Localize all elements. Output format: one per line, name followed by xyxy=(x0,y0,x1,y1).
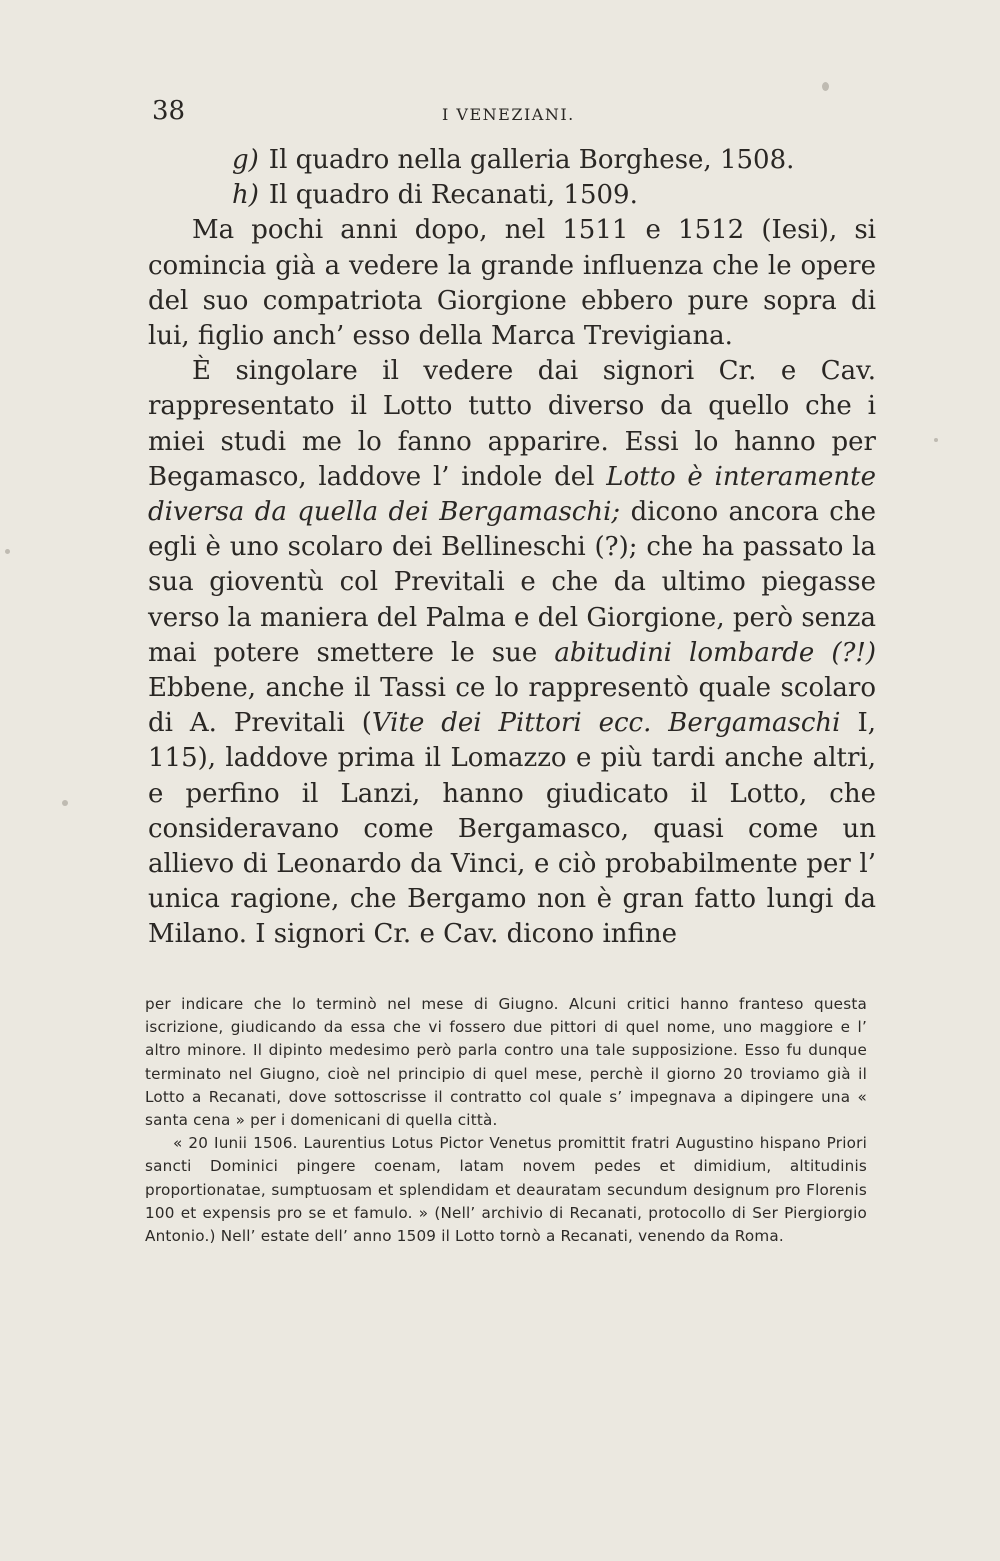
paragraph-giorgione-influence: Ma pochi anni dopo, nel 1511 e 1512 (Iesi), si comincia già a vedere la grande influenza che le opere del suo compatriota Giorgione ebbero pure sopra di lui, figlio anch’ esso della Marca Trevigiana. xyxy=(148,215,876,352)
page-number: 38 xyxy=(152,96,186,126)
paragraph-lotto-description xyxy=(148,354,876,952)
list-item-text: Il quadro di Recanati, 1509. xyxy=(268,180,638,211)
italic-phrase: abitudini lombarde (?!) xyxy=(554,637,876,668)
paragraph-text: I, 115), laddove prima il Lomazzo e più tardi anche altri, e perfino il Lanzi, hanno giudicato il Lotto, che consideravano come Bergamasco, quasi come un allievo di Leonardo da Vinci, e ciò probabilmente per l’ unica ragione, che Bergamo non è gran fatto lungi da Milano. I signori Cr. e Cav. dicono infine xyxy=(148,708,876,950)
paper-speck xyxy=(5,549,10,554)
list-marker: g) xyxy=(232,145,259,175)
paragraph-text: Ebbene, anche il Tassi ce lo rappresentò quale scolaro di A. Previtali ( xyxy=(148,673,876,739)
list-item-h xyxy=(148,178,876,213)
paper-speck xyxy=(934,438,938,442)
paper-speck xyxy=(822,82,829,91)
main-text xyxy=(148,143,876,953)
paper-speck xyxy=(62,800,68,806)
footnotes xyxy=(145,993,867,1248)
page-header xyxy=(152,96,872,136)
book-title: Vite dei Pittori ecc. Bergamaschi xyxy=(371,708,841,739)
list-item-g xyxy=(148,143,876,178)
paragraph-text: È singolare il vedere dai signori Cr. e Cav. rappresentato il Lotto tutto diverso da quello che i miei studi me lo fanno apparire. Essi lo hanno per Begamasco, laddove l’ indole del xyxy=(148,356,876,492)
footnote-quotation: « 20 Iunii 1506. Laurentius Lotus Pictor Venetus promittit fratri Augustino hispano Priori sancti Dominici pingere coenam, latam novem pedes et dimidium, altitudinis proportionatae, sumptuosam et splendidam et deauratam secundum designum pro Florenis 100 et expensis pro se et famulo. » (Nell’ archivio di Recanati, protocollo di Ser Piergiorgio Antonio.) Nell’ estate dell’ anno 1509 il Lotto tornò a Recanati, venendo da Roma. xyxy=(145,1134,867,1246)
footnote-paragraph: per indicare che lo terminò nel mese di Giugno. Alcuni critici hanno franteso questa iscrizione, giudicando da essa che vi fossero due pittori di quel nome, uno maggiore e l’ altro minore. Il dipinto medesimo però parla contro una tale supposizione. Esso fu dunque terminato nel Giugno, cioè nel principio di quel mese, perchè il giorno 20 troviamo già il Lotto a Recanati, dove sottoscrisse il contratto col quale s’ impegnava a dipingere una « santa cena » per i domenicani di quella città. xyxy=(145,995,867,1130)
running-head: I VENEZIANI. xyxy=(442,105,575,124)
list-item-text: Il quadro nella galleria Borghese, 1508. xyxy=(268,145,795,175)
list-marker: h) xyxy=(232,180,259,211)
italic-phrase: Lotto è interamente diversa da quella dei Bergamaschi; xyxy=(148,461,876,528)
paragraph-text: dicono ancora che egli è uno scolaro dei Bellineschi (?); che ha passato la sua gioventù col Previtali e che da ultimo piegasse verso la maniera del Palma e del Giorgione, però senza mai potere smettere le sue xyxy=(148,497,876,668)
